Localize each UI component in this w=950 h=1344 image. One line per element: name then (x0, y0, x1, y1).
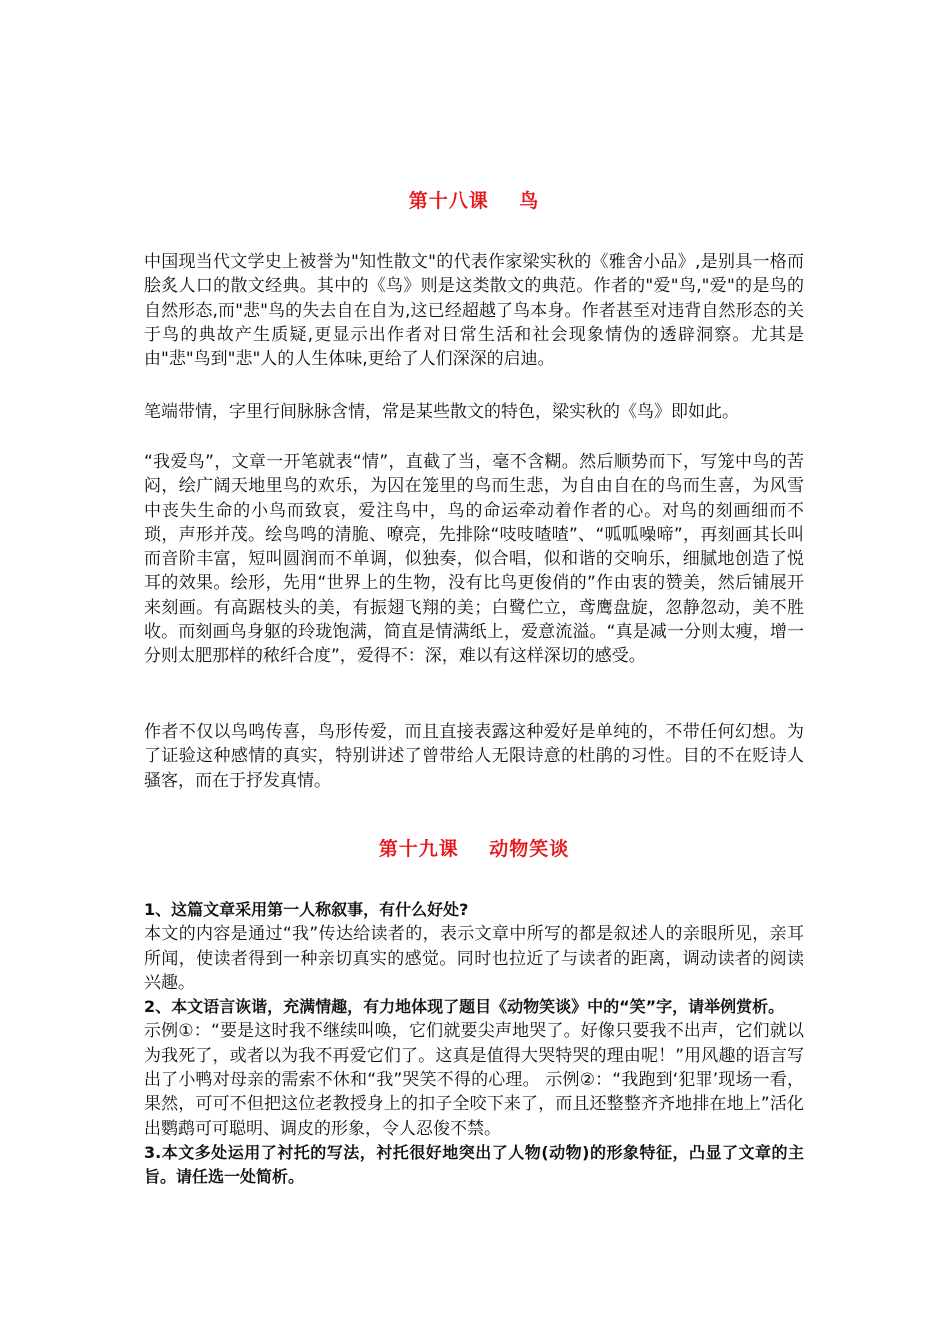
question-3: 3.本文多处运用了衬托的写法，衬托很好地突出了人物(动物)的形象特征，凸显了文章的主旨。请任选一处简析。 (144, 1142, 804, 1187)
answer-2: 示例①：“要是这时我不继续叫唤，它们就要尖声地哭了。好像只要我不出声，它们就以为我死了，或者以为我不再爱它们了。这真是值得大哭特哭的理由呢！”用风趣的语言写出了小鸭对母亲的需索不休和“我”哭笑不得的心理。 示例②：“我跑到‘犯罪’现场一看，果然，可可不但把这位老教授身上的扣子全咬下来了，而且还整整齐齐地排在地上”活化出鹦鹉可可聪明、调皮的形象，令人忍俊不禁。 (144, 1021, 804, 1139)
answer-1: 本文的内容是通过“我”传达给读者的，表示文章中所写的都是叙述人的亲眼所见，亲耳所闻，使读者得到一种亲切真实的感觉。同时也拉近了与读者的距离，调动读者的阅读兴趣。 (144, 924, 804, 993)
lesson-19-title: 第十九课 动物笑谈 (378, 838, 570, 860)
question-2: 2、本文语言诙谐，充满情趣，有力地体现了题目《动物笑谈》中的“笑”字，请举例赏析。 (144, 997, 785, 1017)
lesson-18-title: 第十八课 鸟 (408, 190, 540, 212)
question-1: 1、这篇文章采用第一人称叙事，有什么好处? (144, 900, 469, 919)
lesson-18-intro-2: 笔端带情，字里行间脉脉含情，常是某些散文的特色，梁实秋的《鸟》即如此。 (144, 402, 739, 422)
lesson-18-intro: 中国现当代文学史上被誉为"知性散文"的代表作家梁实秋的《雅舍小品》,是别具一格而脍炙人口的散文经典。其中的《鸟》则是这类散文的典范。作者的"爱"鸟,"爱"的是鸟的自然形态,而"悲"鸟的失去自在自为,这已经超越了鸟本身。作者甚至对违背自然形态的关于鸟的典故产生质疑,更显示出作者对日常生活和社会现象情伪的透辟洞察。尤其是由"悲"鸟到"悲"人的人生体味,更给了人们深深的启迪。 (144, 252, 804, 370)
lesson-18-paragraph-3: 作者不仅以鸟鸣传喜，鸟形传爱，而且直接表露这种爱好是单纯的，不带任何幻想。为了证验这种感情的真实，特别讲述了曾带给人无限诗意的杜鹃的习性。目的不在贬诗人骚客，而在于抒发真情。 (144, 722, 804, 791)
lesson-18-paragraph-2: “我爱鸟”，文章一开笔就表“情”，直截了当，毫不含糊。然后顺势而下，写笼中鸟的苦闷，绘广阔天地里鸟的欢乐，为囚在笼里的鸟而生悲，为自由自在的鸟而生喜，为风雪中丧失生命的小鸟而致哀，爱注鸟中，鸟的命运牵动着作者的心。对鸟的刻画细而不琐，声形并茂。绘鸟鸣的清脆、嘹亮，先排除“吱吱喳喳”、“呱呱噪啼”，再刻画其长叫而音阶丰富，短叫圆润而不单调，似独奏，似合唱，似和谐的交响乐，细腻地创造了悦耳的效果。绘形，先用“世界上的生物，没有比鸟更俊俏的”作由衷的赞美，然后铺展开来刻画。有高踞枝头的美，有振翅飞翔的美；白鹭伫立，鸢鹰盘旋，忽静忽动，美不胜收。而刻画鸟身躯的玲珑饱满，简直是情满纸上，爱意流溢。“真是减一分则太瘦，增一分则太肥那样的秾纤合度”，爱得不：深，难以有这样深切的感受。 (144, 452, 804, 667)
lesson-19-questions (144, 898, 804, 1190)
